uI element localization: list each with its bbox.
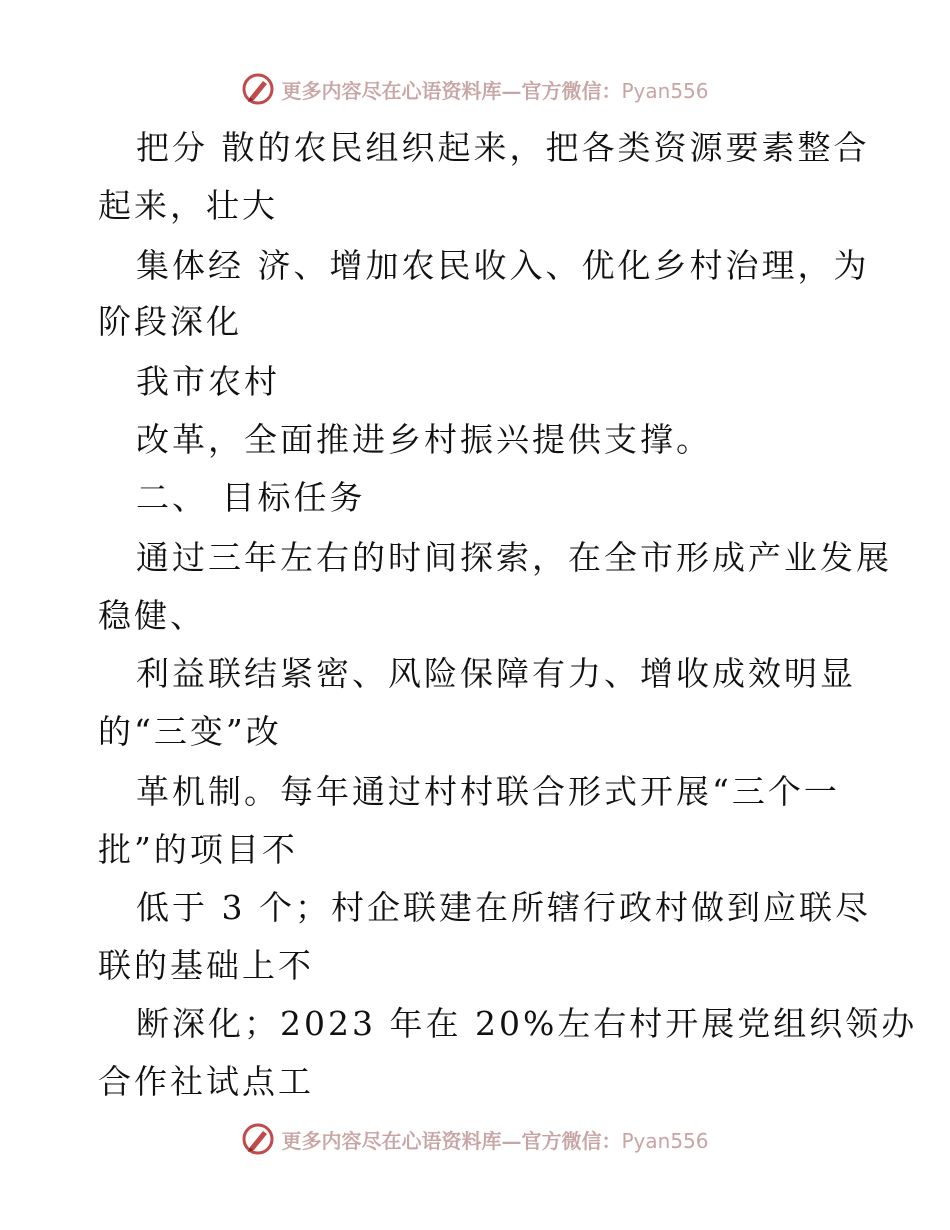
section-heading: 二、 目标任务 (136, 478, 366, 517)
paragraph-line: 起来，壮大 (98, 186, 278, 225)
paragraph-line: 集体经 济、增加农民收入、优化乡村治理，为 (136, 246, 870, 285)
footer-watermark (0, 1122, 950, 1156)
paragraph-line: 革机制。每年通过村村联合形式开展“三个一 (136, 772, 840, 811)
paragraph-line: 稳健、 (98, 596, 206, 635)
paragraph-line: 我市农村 (136, 362, 280, 401)
pen-seal-icon (241, 1122, 275, 1156)
paragraph-line: 改革，全面推进乡村振兴提供支撑。 (136, 420, 712, 459)
paragraph-line: 利益联结紧密、风险保障有力、增收成效明显 (136, 654, 856, 693)
paragraph-line: 联的基础上不 (98, 946, 314, 985)
watermark-text: 更多内容尽在心语资料库—官方微信：Pyan556 (281, 1128, 709, 1153)
paragraph-line: 批”的项目不 (98, 830, 298, 869)
paragraph-line: 通过三年左右的时间探索，在全市形成产业发展 (136, 538, 892, 577)
paragraph-line: 低于 3 个；村企联建在所辖行政村做到应联尽 (136, 888, 871, 927)
paragraph-line: 的“三变”改 (98, 712, 282, 751)
paragraph-line: 把分 散的农民组织起来，把各类资源要素整合 (136, 128, 870, 167)
paragraph-line: 阶段深化 (98, 302, 242, 341)
paragraph-line: 合作社试点工 (98, 1062, 314, 1101)
watermark-text: 更多内容尽在心语资料库—官方微信：Pyan556 (281, 78, 709, 103)
paragraph-line: 断深化；2023 年在 20%左右村开展党组织领办 (136, 1004, 918, 1043)
